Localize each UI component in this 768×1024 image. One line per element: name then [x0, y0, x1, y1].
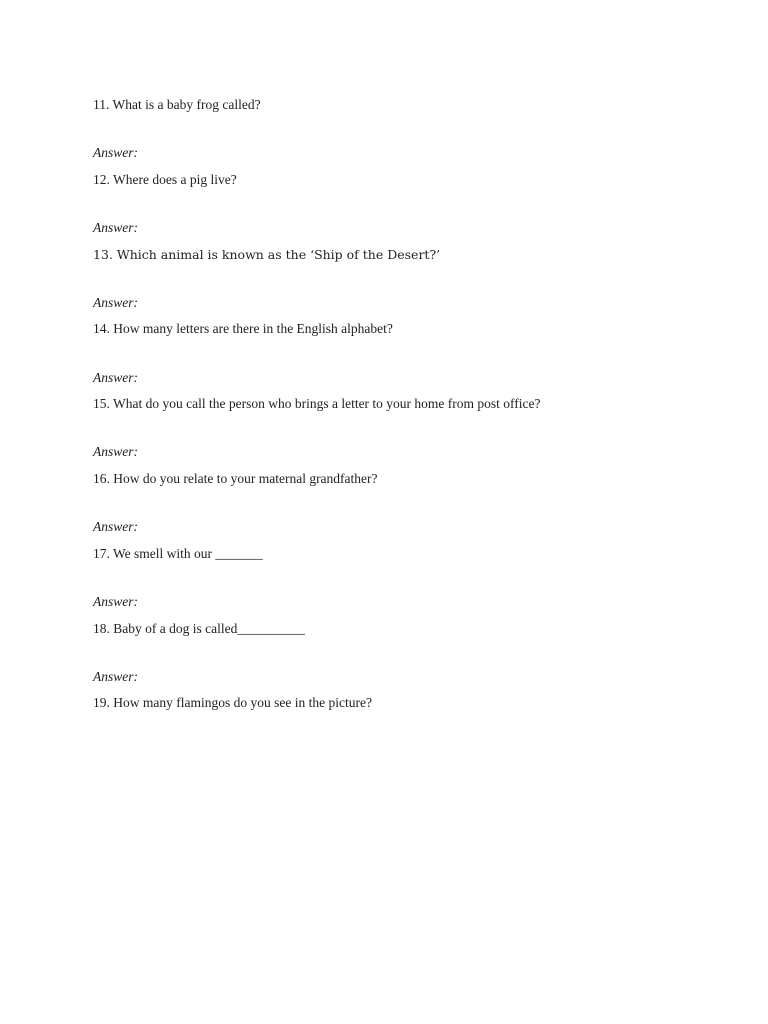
question-15: 15. What do you call the person who brings a letter to your home from post office?	[93, 396, 541, 411]
answer-label-12: Answer:	[93, 220, 138, 235]
question-11: 11. What is a baby frog called?	[93, 97, 261, 112]
answer-label-16: Answer:	[93, 519, 138, 534]
question-18: 18. Baby of a dog is called__________	[93, 621, 305, 636]
question-13: 13. Which animal is known as the ‘Ship of the Desert?’	[93, 247, 441, 262]
answer-label-14: Answer:	[93, 370, 138, 385]
answer-label-18: Answer:	[93, 669, 138, 684]
answer-label-15: Answer:	[93, 444, 138, 459]
answer-label-17: Answer:	[93, 594, 138, 609]
question-16: 16. How do you relate to your maternal grandfather?	[93, 471, 378, 486]
question-19: 19. How many flamingos do you see in the picture?	[93, 695, 372, 710]
answer-label-11: Answer:	[93, 145, 138, 160]
question-12: 12. Where does a pig live?	[93, 172, 237, 187]
question-17: 17. We smell with our _______	[93, 546, 263, 561]
answer-label-13: Answer:	[93, 295, 138, 310]
question-14: 14. How many letters are there in the English alphabet?	[93, 321, 393, 336]
